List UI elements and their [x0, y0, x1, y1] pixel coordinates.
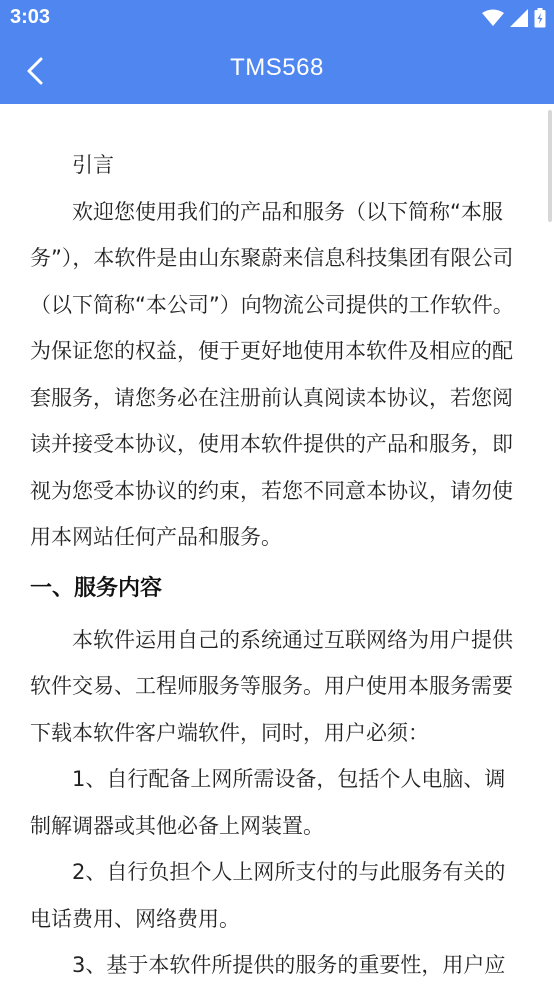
- status-time: 3:03: [10, 6, 51, 28]
- status-bar: [0, 0, 554, 38]
- page-title: TMS568: [230, 54, 324, 81]
- app-bar: [0, 38, 554, 104]
- list-item: 3、基于本软件所提供的服务的重要性，用户应: [72, 953, 506, 977]
- section-paragraph: 本软件运用自己的系统通过互联网络为用户提供软件交易、工程师服务等服务。用户使用本服务需要下载本软件客户端软件，同时，用户必须：: [30, 627, 513, 745]
- status-icons: [482, 8, 546, 28]
- section-heading: 一、服务内容: [30, 575, 163, 601]
- wifi-icon: [482, 9, 504, 27]
- battery-icon: [534, 8, 546, 28]
- intro-title: 引言: [72, 153, 114, 177]
- signal-icon: [510, 9, 528, 27]
- intro-paragraph: 欢迎您使用我们的产品和服务（以下简称“本服务”），本软件是由山东聚蔚来信息科技集团有限公司（以下简称“本公司”）向物流公司提供的工作软件。为保证您的权益，便于更好地使用本软件及相应的配套服务，请您务必在注册前认真阅读本协议，若您阅读并接受本协议，使用本软件提供的产品和服务，即视为您受本协议的约束，若您不同意本协议，请勿使用本网站任何产品和服务。: [30, 199, 514, 549]
- agreement-text: [30, 142, 524, 984]
- agreement-content[interactable]: [0, 104, 554, 984]
- list-item: 2、自行负担个人上网所支付的与此服务有关的电话费用、网络费用。: [30, 860, 506, 931]
- list-item: 1、自行配备上网所需设备，包括个人电脑、调制解调器或其他必备上网装置。: [30, 767, 506, 838]
- scrollbar[interactable]: [548, 110, 552, 222]
